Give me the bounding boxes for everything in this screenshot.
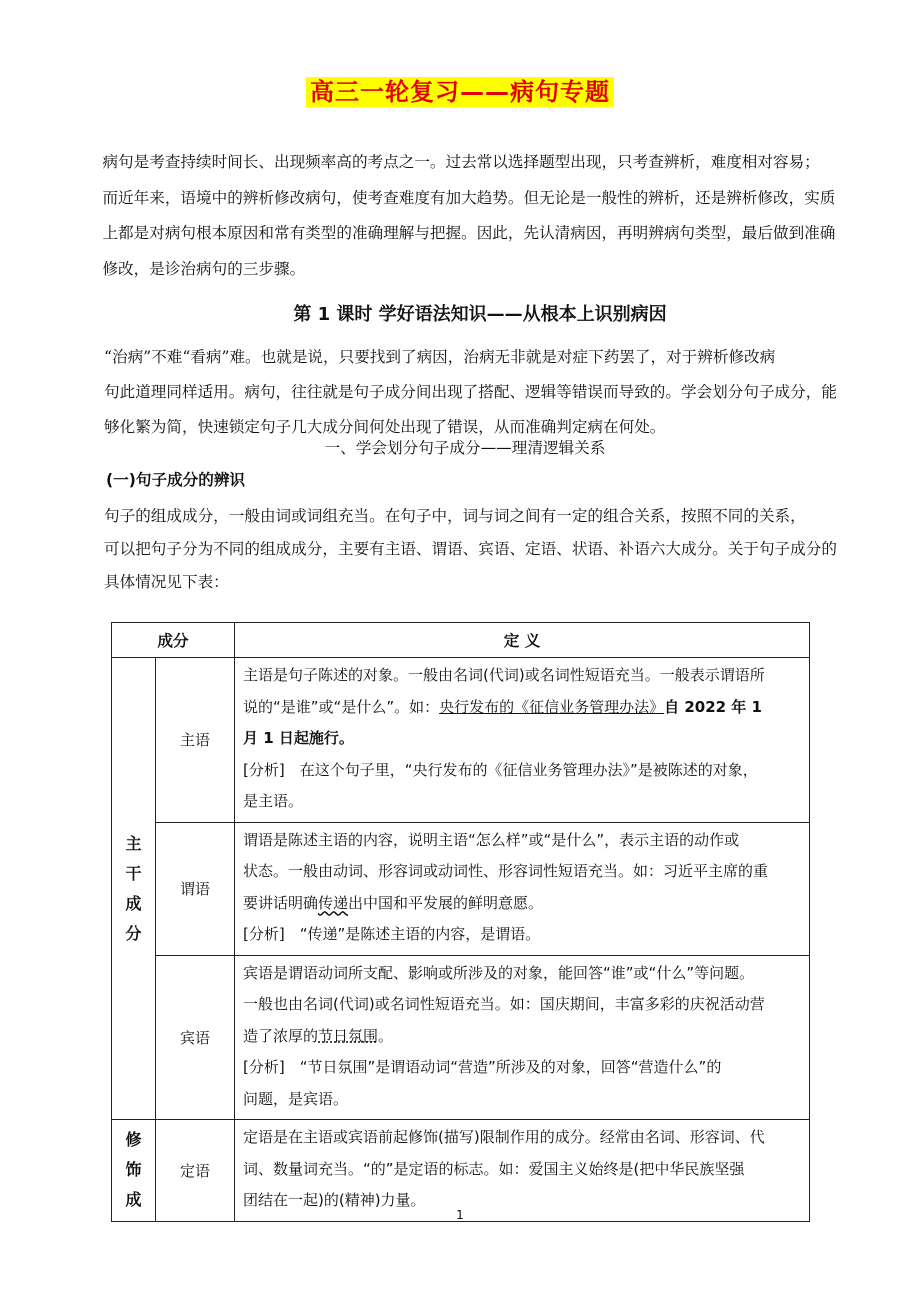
intro-line: 病句是考查持续时间长、出现频率高的考点之一。过去常以选择题型出现，只考查辨析，难度相对容易；	[102, 153, 820, 171]
analysis-line: [分析] “节日氛围”是谓语动词“营造”所涉及的对象，回答“营造什么”的	[243, 1058, 722, 1076]
body-line: 可以把句子分为不同的组成成分，主要有主语、谓语、宾语、定语、状语、补语六大成分。关于句子成分的	[104, 540, 837, 558]
intro-line: 而近年来，语境中的辨析修改病句，使考查难度有加大趋势。但无论是一般性的辨析，还是辨析修改，实质	[102, 188, 836, 207]
example-object-marked: 节日氛围	[318, 1026, 379, 1045]
sentence-component-table	[111, 622, 810, 1222]
analysis-line: [分析] 在这个句子里，“央行发布的《征信业务管理办法》”是被陈述的对象，	[243, 760, 758, 779]
group-main-components	[112, 658, 156, 1120]
body-line: 具体情况见下表：	[104, 573, 229, 591]
document-title-text: 高三一轮复习——病句专题	[306, 77, 614, 107]
component-attributive: 定语	[156, 1120, 235, 1222]
document-title	[0, 72, 920, 107]
definition-line: 宾语是谓语动词所支配、影响或所涉及的对象，能回答“谁”或“什么”等问题。	[243, 963, 755, 982]
text-part: 月 1 日起施行。	[243, 729, 354, 747]
lead-line: “治病”不难“看病”难。也就是说，只要找到了病因，治病无非就是对症下药罢了，对于辨析修改病	[104, 348, 776, 366]
lead-line: 够化繁为简，快速锁定句子几大成分间何处出现了错误，从而准确判定病在何处。	[104, 418, 666, 436]
lead-line: 句此道理同样适用。病句，往往就是句子成分间出现了搭配、逻辑等错误而导致的。学会划分句子成分，能	[104, 383, 837, 401]
group-char: 饰	[125, 1160, 142, 1180]
definition-line: 一般也由名词(代词)或名词性短语充当。如：国庆期间，丰富多彩的庆祝活动营	[243, 995, 765, 1013]
definition-attributive	[235, 1120, 810, 1222]
example-subject-underlined: 央行发布的《征信业务管理办法》	[439, 697, 665, 716]
text-part: 造了浓厚的	[243, 1026, 319, 1045]
example-predicate-marked: 传递	[318, 893, 349, 912]
group-char: 主	[125, 833, 142, 853]
page-number: 1	[456, 1208, 464, 1222]
header-definition: 定 义	[235, 623, 810, 658]
text-part: 。	[378, 1026, 394, 1045]
text-part: 要讲话明确	[243, 893, 319, 912]
definition-line: 谓语是陈述主语的内容，说明主语“怎么样”或“是什么”，表示主语的动作或	[243, 830, 740, 849]
definition-line: 团结在一起)的(精神)力量。	[243, 1191, 426, 1209]
definition-line: 定语是在主语或宾语前起修饰(描写)限制作用的成分。经常由名词、形容词、代	[243, 1128, 765, 1146]
group-char: 干	[125, 863, 142, 883]
table-header-row	[112, 623, 810, 658]
table-row	[112, 658, 810, 823]
analysis-line: 是主语。	[243, 792, 304, 810]
definition-object	[235, 955, 810, 1120]
lead-paragraph	[104, 340, 844, 445]
text-part: 自 2022 年 1	[664, 697, 762, 716]
definition-line	[243, 692, 803, 724]
analysis-line: 问题，是宾语。	[243, 1089, 349, 1108]
definition-subject	[235, 658, 810, 823]
group-char: 成	[125, 893, 142, 913]
analysis-line: [分析] “传递”是陈述主语的内容，是谓语。	[243, 925, 541, 943]
group-char: 修	[125, 1130, 142, 1150]
table-row	[112, 955, 810, 1120]
lesson-title: 第 1 课时 学好语法知识——从根本上识别病因	[293, 304, 667, 325]
definition-line	[243, 1021, 803, 1053]
component-object: 宾语	[156, 955, 235, 1120]
definition-predicate	[235, 822, 810, 955]
definition-line: 状态。一般由动词、形容词或动词性、形容词性短语充当。如：习近平主席的重	[243, 862, 769, 880]
header-component: 成分	[112, 623, 235, 658]
section-heading: 一、学会划分句子成分——理清逻辑关系	[324, 439, 606, 457]
definition-line	[243, 723, 803, 755]
text-part: 出中国和平发展的鲜明意愿。	[348, 893, 544, 912]
group-modifier-components	[112, 1120, 156, 1222]
definition-line: 词、数量词充当。“的”是定语的标志。如：爱国主义始终是(把中华民族坚强	[243, 1159, 745, 1178]
table-row	[112, 822, 810, 955]
definition-line	[243, 888, 803, 920]
definition-line: 主语是句子陈述的对象。一般由名词(代词)或名词性短语充当。一般表示谓语所	[243, 666, 765, 684]
body-line: 句子的组成成分，一般由词或词组充当。在句子中，词与词之间有一定的组合关系，按照不同的关系，	[104, 507, 806, 525]
component-subject: 主语	[156, 658, 235, 823]
intro-line: 修改，是诊治病句的三步骤。	[102, 259, 306, 278]
subsection-heading: (一)句子成分的辨识	[106, 471, 246, 489]
table-row	[112, 1120, 810, 1222]
intro-line: 上都是对病句根本原因和常有类型的准确理解与把握。因此，先认清病因，再明辨病句类型，最后做到准确	[102, 224, 836, 242]
group-char: 成	[125, 1190, 142, 1210]
component-predicate: 谓语	[156, 822, 235, 955]
group-char: 分	[125, 923, 142, 943]
intro-paragraph	[104, 145, 862, 287]
text-part: 说的“是谁”或“是什么”。如：	[243, 697, 440, 716]
body-paragraph	[104, 500, 856, 599]
